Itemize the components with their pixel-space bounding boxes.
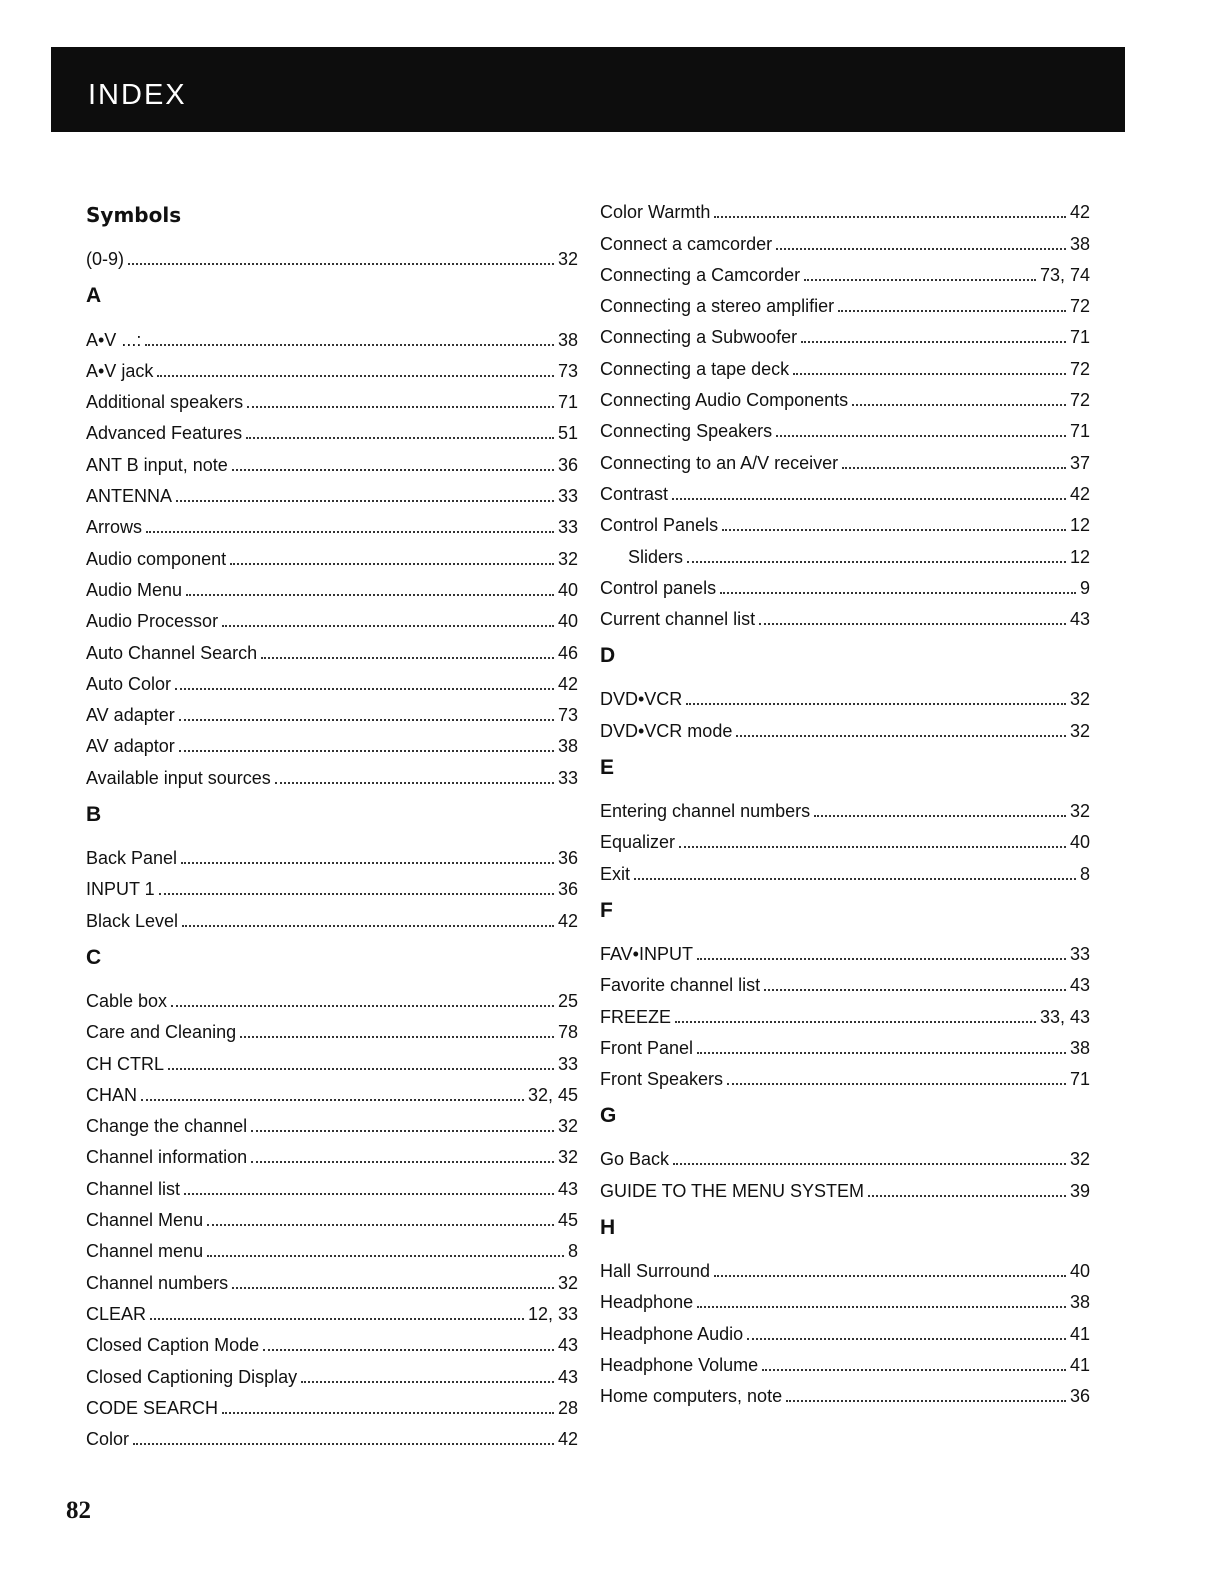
entry-page-number: 41 xyxy=(1069,1354,1090,1375)
entry-label: Audio component xyxy=(86,548,227,569)
index-section xyxy=(86,942,578,1450)
entry-page-number: 33, 43 xyxy=(1039,1006,1090,1027)
entry-page-number: 73, 74 xyxy=(1039,264,1090,285)
dot-leader xyxy=(141,1099,524,1101)
index-entry xyxy=(86,838,578,869)
entry-label: Current channel list xyxy=(600,609,756,630)
index-section xyxy=(600,1100,1090,1202)
index-entry xyxy=(86,1388,578,1419)
dot-leader xyxy=(764,989,1066,991)
entry-label: Back Panel xyxy=(86,848,178,869)
index-entry xyxy=(600,223,1090,254)
entry-page-number: 33 xyxy=(557,486,578,507)
entry-label: Closed Caption Mode xyxy=(86,1335,260,1356)
dot-leader xyxy=(736,735,1066,737)
dot-leader xyxy=(673,1163,1066,1165)
entry-page-number: 33 xyxy=(557,767,578,788)
entry-label: Hall Surround xyxy=(600,1261,711,1282)
dot-leader xyxy=(687,561,1066,563)
entry-page-number: 32, 45 xyxy=(527,1084,578,1105)
index-entry xyxy=(86,351,578,382)
dot-leader xyxy=(207,1224,554,1226)
entry-label: DVD•VCR mode xyxy=(600,720,733,741)
index-entry xyxy=(86,1106,578,1137)
section-heading: E xyxy=(600,755,615,779)
dot-leader xyxy=(868,1195,1066,1197)
index-column-left xyxy=(86,200,578,1450)
index-section xyxy=(600,640,1090,742)
dot-leader xyxy=(159,893,554,895)
entry-label: Control panels xyxy=(600,577,717,598)
dot-leader xyxy=(697,958,1066,960)
entry-label: Channel menu xyxy=(86,1241,204,1262)
entry-page-number: 38 xyxy=(557,329,578,350)
entry-label: Connecting to an A/V receiver xyxy=(600,452,839,473)
entry-label: Contrast xyxy=(600,483,669,504)
dot-leader xyxy=(186,594,554,596)
entry-label: Change the channel xyxy=(86,1116,248,1137)
index-entry xyxy=(600,1139,1090,1170)
index-entry xyxy=(86,1137,578,1168)
index-entry xyxy=(86,319,578,350)
index-entry xyxy=(600,710,1090,741)
index-entry xyxy=(600,822,1090,853)
entry-page-number: 32 xyxy=(1069,689,1090,710)
dot-leader xyxy=(776,435,1066,437)
dot-leader xyxy=(697,1306,1066,1308)
entry-page-number: 32 xyxy=(557,1147,578,1168)
entry-label: Home computers, note xyxy=(600,1386,783,1407)
dot-leader xyxy=(251,1161,554,1163)
entry-page-number: 32 xyxy=(557,548,578,569)
entry-label: DVD•VCR xyxy=(600,689,683,710)
entry-page-number: 40 xyxy=(1069,832,1090,853)
index-entry xyxy=(600,599,1090,630)
index-entry xyxy=(86,1356,578,1387)
index-entry xyxy=(600,474,1090,505)
entry-page-number: 9 xyxy=(1079,577,1090,598)
entry-page-number: 43 xyxy=(557,1366,578,1387)
index-entry xyxy=(86,1294,578,1325)
index-entry xyxy=(600,679,1090,710)
entry-page-number: 33 xyxy=(1069,943,1090,964)
dot-leader xyxy=(675,1021,1036,1023)
index-entry xyxy=(600,791,1090,822)
index-entry xyxy=(600,1251,1090,1282)
entry-label: CH CTRL xyxy=(86,1053,165,1074)
section-heading: C xyxy=(86,945,102,969)
entry-page-number: 32 xyxy=(557,249,578,270)
entry-label: Connecting a stereo amplifier xyxy=(600,296,835,317)
entry-page-number: 71 xyxy=(557,392,578,413)
index-entry xyxy=(86,869,578,900)
index-section xyxy=(86,280,578,788)
entry-page-number: 72 xyxy=(1069,296,1090,317)
entry-page-number: 42 xyxy=(557,1429,578,1450)
entry-label: ANT B input, note xyxy=(86,454,228,475)
index-entry xyxy=(600,1282,1090,1313)
dot-leader xyxy=(727,1083,1066,1085)
index-section xyxy=(86,200,578,270)
entry-page-number: 39 xyxy=(1069,1180,1090,1201)
entry-page-number: 43 xyxy=(557,1335,578,1356)
index-entry xyxy=(86,601,578,632)
entry-label: Cable box xyxy=(86,990,168,1011)
entry-label: INPUT 1 xyxy=(86,879,155,900)
index-entry xyxy=(86,632,578,663)
entry-label: Auto Color xyxy=(86,673,172,694)
index-section xyxy=(600,1212,1090,1407)
index-entry xyxy=(600,934,1090,965)
entry-label: Exit xyxy=(600,863,631,884)
index-entry xyxy=(86,444,578,475)
entry-page-number: 32 xyxy=(1069,720,1090,741)
index-entry xyxy=(86,570,578,601)
index-section xyxy=(600,752,1090,885)
index-entry xyxy=(600,411,1090,442)
entry-label: Headphone Audio xyxy=(600,1323,744,1344)
index-entry xyxy=(600,568,1090,599)
entry-label: Headphone Volume xyxy=(600,1354,759,1375)
entry-page-number: 72 xyxy=(1069,358,1090,379)
entry-page-number: 12, 33 xyxy=(527,1303,578,1324)
entry-label: Favorite channel list xyxy=(600,975,761,996)
dot-leader xyxy=(145,344,554,346)
index-entry xyxy=(86,239,578,270)
section-heading: B xyxy=(86,802,102,826)
entry-label: Front Speakers xyxy=(600,1069,724,1090)
index-entry xyxy=(86,1262,578,1293)
entry-label: GUIDE TO THE MENU SYSTEM xyxy=(600,1180,865,1201)
dot-leader xyxy=(184,1193,554,1195)
index-entry xyxy=(86,538,578,569)
index-entry xyxy=(600,1376,1090,1407)
entry-page-number: 32 xyxy=(1069,801,1090,822)
dot-leader xyxy=(714,1275,1066,1277)
entry-label: Channel list xyxy=(86,1178,181,1199)
dot-leader xyxy=(697,1052,1066,1054)
entry-page-number: 42 xyxy=(1069,483,1090,504)
dot-leader xyxy=(171,1005,554,1007)
entry-page-number: 33 xyxy=(557,1053,578,1074)
index-entry xyxy=(86,664,578,695)
index-entry xyxy=(86,413,578,444)
entry-label: Available input sources xyxy=(86,767,271,788)
index-entry xyxy=(600,442,1090,473)
index-entry xyxy=(600,1028,1090,1059)
entry-page-number: 73 xyxy=(557,360,578,381)
dot-leader xyxy=(679,846,1066,848)
entry-page-number: 42 xyxy=(557,673,578,694)
page-number: 82 xyxy=(66,1497,91,1524)
index-entry xyxy=(600,255,1090,286)
dot-leader xyxy=(182,925,554,927)
dot-leader xyxy=(232,1287,554,1289)
dot-leader xyxy=(207,1255,564,1257)
dot-leader xyxy=(246,437,554,439)
entry-page-number: 43 xyxy=(557,1178,578,1199)
dot-leader xyxy=(179,750,554,752)
dot-leader xyxy=(814,815,1066,817)
section-heading: D xyxy=(600,644,616,668)
dot-leader xyxy=(157,375,554,377)
entry-page-number: 12 xyxy=(1069,546,1090,567)
index-section xyxy=(600,192,1090,630)
entry-page-number: 45 xyxy=(557,1210,578,1231)
entry-label: AV adapter xyxy=(86,705,175,726)
dot-leader xyxy=(842,467,1066,469)
entry-page-number: 8 xyxy=(1079,863,1090,884)
entry-label: (0-9) xyxy=(86,249,125,270)
dot-leader xyxy=(759,623,1066,625)
dot-leader xyxy=(301,1381,554,1383)
entry-page-number: 33 xyxy=(557,517,578,538)
entry-page-number: 38 xyxy=(1069,1037,1090,1058)
dot-leader xyxy=(150,1318,524,1320)
index-entry xyxy=(86,1231,578,1262)
index-entry xyxy=(600,853,1090,884)
index-section xyxy=(86,799,578,932)
entry-page-number: 46 xyxy=(557,642,578,663)
index-column-right xyxy=(600,192,1090,1407)
dot-leader xyxy=(793,373,1066,375)
index-entry xyxy=(86,382,578,413)
section-heading: G xyxy=(600,1104,617,1128)
entry-label: ANTENNA xyxy=(86,486,173,507)
entry-page-number: 8 xyxy=(567,1241,578,1262)
entry-label: Connecting Speakers xyxy=(600,421,773,442)
dot-leader xyxy=(175,688,554,690)
entry-page-number: 40 xyxy=(557,611,578,632)
entry-page-number: 28 xyxy=(557,1397,578,1418)
index-entry xyxy=(86,1168,578,1199)
entry-page-number: 43 xyxy=(1069,975,1090,996)
entry-label: Channel numbers xyxy=(86,1272,229,1293)
entry-label: Audio Menu xyxy=(86,579,183,600)
index-entry xyxy=(600,192,1090,223)
entry-page-number: 73 xyxy=(557,705,578,726)
entry-page-number: 41 xyxy=(1069,1323,1090,1344)
index-section xyxy=(600,895,1090,1090)
entry-page-number: 78 xyxy=(557,1022,578,1043)
dot-leader xyxy=(263,1349,554,1351)
entry-page-number: 25 xyxy=(557,990,578,1011)
section-heading: Symbols xyxy=(86,203,182,227)
entry-label: FAV•INPUT xyxy=(600,943,693,964)
index-entry xyxy=(86,1419,578,1450)
entry-page-number: 38 xyxy=(557,736,578,757)
entry-label: Connecting a Camcorder xyxy=(600,264,801,285)
entry-label: Connecting a Subwoofer xyxy=(600,327,798,348)
section-heading: F xyxy=(600,898,613,922)
entry-page-number: 32 xyxy=(557,1116,578,1137)
index-entry xyxy=(86,1075,578,1106)
dot-leader xyxy=(275,782,554,784)
dot-leader xyxy=(776,248,1066,250)
entry-label: Front Panel xyxy=(600,1037,694,1058)
index-entry xyxy=(600,1313,1090,1344)
entry-page-number: 32 xyxy=(1069,1149,1090,1170)
entry-page-number: 36 xyxy=(557,848,578,869)
entry-label: CODE SEARCH xyxy=(86,1397,219,1418)
entry-page-number: 36 xyxy=(1069,1386,1090,1407)
entry-page-number: 43 xyxy=(1069,609,1090,630)
entry-page-number: 38 xyxy=(1069,1292,1090,1313)
index-entry xyxy=(600,286,1090,317)
entry-label: Care and Cleaning xyxy=(86,1022,237,1043)
entry-page-number: 42 xyxy=(1069,202,1090,223)
dot-leader xyxy=(852,404,1066,406)
entry-page-number: 71 xyxy=(1069,1069,1090,1090)
entry-label: CLEAR xyxy=(86,1303,147,1324)
entry-page-number: 12 xyxy=(1069,515,1090,536)
index-entry xyxy=(86,900,578,931)
entry-label: Closed Captioning Display xyxy=(86,1366,298,1387)
entry-label: Connecting Audio Components xyxy=(600,390,849,411)
entry-label: A•V ...: xyxy=(86,329,142,350)
entry-label: Headphone xyxy=(600,1292,694,1313)
dot-leader xyxy=(128,263,554,265)
entry-label: Channel Menu xyxy=(86,1210,204,1231)
entry-label: Audio Processor xyxy=(86,611,219,632)
index-entry xyxy=(86,1012,578,1043)
entry-page-number: 37 xyxy=(1069,452,1090,473)
section-heading: H xyxy=(600,1215,616,1239)
index-entry xyxy=(86,981,578,1012)
dot-leader xyxy=(181,862,554,864)
entry-label: Additional speakers xyxy=(86,392,244,413)
dot-leader xyxy=(838,310,1066,312)
dot-leader xyxy=(804,279,1036,281)
index-entry xyxy=(86,1325,578,1356)
dot-leader xyxy=(230,563,554,565)
entry-label: Connect a camcorder xyxy=(600,233,773,254)
dot-leader xyxy=(176,500,554,502)
dot-leader xyxy=(247,406,554,408)
dot-leader xyxy=(168,1068,554,1070)
index-entry xyxy=(86,1043,578,1074)
dot-leader xyxy=(714,216,1066,218)
entry-label: Sliders xyxy=(628,546,684,567)
entry-label: Go Back xyxy=(600,1149,670,1170)
dot-leader xyxy=(722,529,1066,531)
dot-leader xyxy=(133,1443,554,1445)
entry-page-number: 36 xyxy=(557,454,578,475)
page-title: INDEX xyxy=(88,79,187,111)
entry-page-number: 40 xyxy=(557,579,578,600)
entry-page-number: 32 xyxy=(557,1272,578,1293)
dot-leader xyxy=(762,1369,1066,1371)
entry-label: A•V jack xyxy=(86,360,154,381)
entry-page-number: 36 xyxy=(557,879,578,900)
index-entry xyxy=(600,1170,1090,1201)
index-entry xyxy=(86,695,578,726)
index-entry xyxy=(86,757,578,788)
index-entry xyxy=(86,1200,578,1231)
dot-leader xyxy=(222,1412,554,1414)
entry-page-number: 38 xyxy=(1069,233,1090,254)
dot-leader xyxy=(261,657,554,659)
entry-label: Control Panels xyxy=(600,515,719,536)
entry-page-number: 42 xyxy=(557,910,578,931)
dot-leader xyxy=(232,469,554,471)
entry-label: FREEZE xyxy=(600,1006,672,1027)
entry-label: CHAN xyxy=(86,1084,138,1105)
dot-leader xyxy=(240,1036,554,1038)
dot-leader xyxy=(720,592,1076,594)
index-entry xyxy=(86,507,578,538)
entry-label: AV adaptor xyxy=(86,736,175,757)
entry-label: Advanced Features xyxy=(86,423,243,444)
dot-leader xyxy=(786,1400,1066,1402)
index-entry xyxy=(600,536,1090,567)
index-entry xyxy=(600,317,1090,348)
dot-leader xyxy=(634,878,1076,880)
entry-label: Equalizer xyxy=(600,832,676,853)
index-entry xyxy=(600,505,1090,536)
section-heading: A xyxy=(86,284,102,308)
dot-leader xyxy=(251,1130,554,1132)
entry-label: Connecting a tape deck xyxy=(600,358,790,379)
entry-page-number: 40 xyxy=(1069,1261,1090,1282)
entry-label: Black Level xyxy=(86,910,179,931)
index-entry xyxy=(600,348,1090,379)
index-entry xyxy=(600,380,1090,411)
dot-leader xyxy=(146,531,554,533)
entry-page-number: 72 xyxy=(1069,390,1090,411)
entry-label: Channel information xyxy=(86,1147,248,1168)
dot-leader xyxy=(672,498,1066,500)
entry-label: Entering channel numbers xyxy=(600,801,811,822)
index-entry xyxy=(86,476,578,507)
entry-page-number: 71 xyxy=(1069,421,1090,442)
dot-leader xyxy=(222,625,554,627)
dot-leader xyxy=(179,719,554,721)
index-entry xyxy=(86,726,578,757)
index-entry xyxy=(600,965,1090,996)
index-entry xyxy=(600,996,1090,1027)
dot-leader xyxy=(801,341,1066,343)
entry-label: Color xyxy=(86,1429,130,1450)
index-header-banner xyxy=(51,47,1125,132)
entry-label: Arrows xyxy=(86,517,143,538)
index-entry xyxy=(600,1059,1090,1090)
dot-leader xyxy=(747,1338,1066,1340)
index-entry xyxy=(600,1345,1090,1376)
dot-leader xyxy=(686,703,1066,705)
entry-page-number: 51 xyxy=(557,423,578,444)
entry-label: Auto Channel Search xyxy=(86,642,258,663)
entry-label: Color Warmth xyxy=(600,202,711,223)
entry-page-number: 71 xyxy=(1069,327,1090,348)
